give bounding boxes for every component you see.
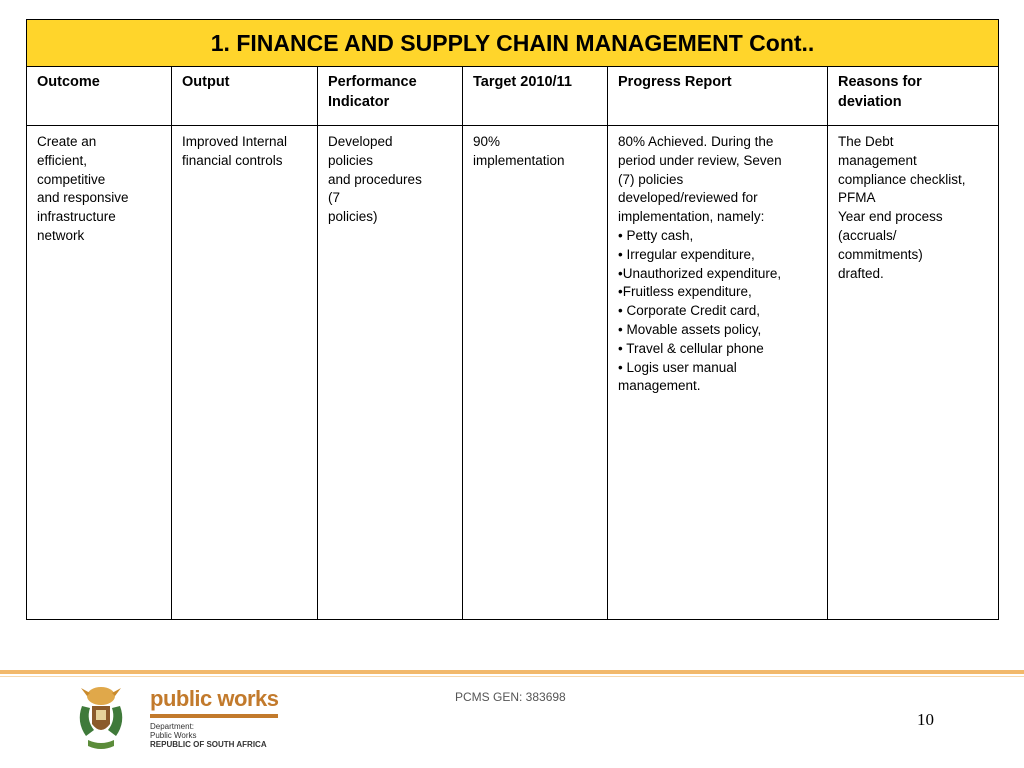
cell-line: (7 xyxy=(328,190,341,206)
logo-subtitle xyxy=(150,722,278,749)
header-outcome xyxy=(27,67,172,126)
cell-line: network xyxy=(37,227,85,243)
cell-line: (accruals/ xyxy=(838,227,897,243)
cell-line: infrastructure xyxy=(37,209,116,225)
logo-department-name: Public Works xyxy=(150,731,197,740)
cell-line: • Petty cash, xyxy=(618,227,694,243)
cell-line: •Unauthorized expenditure, xyxy=(618,265,782,281)
cell-line: • Travel & cellular phone xyxy=(618,340,764,356)
header-text: Output xyxy=(182,74,230,90)
header-text: Indicator xyxy=(328,94,390,110)
footer-divider-thin xyxy=(0,676,1024,677)
cell-line: efficient, xyxy=(37,152,88,168)
header-text: Reasons for xyxy=(838,74,922,90)
header-text: deviation xyxy=(838,94,902,110)
cell-reasons-for-deviation xyxy=(828,126,999,620)
cell-line: drafted. xyxy=(838,265,884,281)
cell-line: implementation, namely: xyxy=(618,209,765,225)
cell-line: Improved Internal xyxy=(182,134,288,149)
cell-line: The Debt xyxy=(838,134,894,149)
header-progress-report xyxy=(608,67,828,126)
cell-outcome xyxy=(27,126,172,620)
header-text: Target 2010/11 xyxy=(473,74,572,90)
header-row xyxy=(27,67,999,126)
cell-line: PFMA xyxy=(838,190,876,206)
table-row xyxy=(27,126,999,620)
cell-line: financial controls xyxy=(182,152,283,168)
logo-title: public works xyxy=(150,686,279,711)
header-text: Performance xyxy=(328,74,417,90)
logo-underline xyxy=(150,714,278,718)
header-output xyxy=(172,67,318,126)
cell-line: implementation xyxy=(473,152,565,168)
coat-of-arms-icon xyxy=(74,684,128,754)
cell-line: Year end process xyxy=(838,209,943,225)
cell-line: • Corporate Credit card, xyxy=(618,303,761,319)
logo-department: Department: xyxy=(150,722,195,731)
cell-line: Create an xyxy=(37,134,97,149)
header-text: Progress Report xyxy=(618,74,732,90)
document-code: PCMS GEN: 383698 xyxy=(455,690,566,704)
header-text: Outcome xyxy=(37,74,100,90)
cell-line: management. xyxy=(618,378,701,394)
cell-line: policies xyxy=(328,152,374,168)
cell-line: 80% Achieved. During the xyxy=(618,134,774,149)
cell-target xyxy=(463,126,608,620)
cell-line: •Fruitless expenditure, xyxy=(618,284,752,300)
report-table xyxy=(26,19,999,620)
logo-country: REPUBLIC OF SOUTH AFRICA xyxy=(150,740,267,749)
page-number: 10 xyxy=(917,710,934,729)
cell-line: compliance checklist, xyxy=(838,171,966,187)
cell-line: and responsive xyxy=(37,190,129,206)
cell-line: (7) policies xyxy=(618,171,684,187)
title-row xyxy=(27,20,999,67)
cell-line: period under review, Seven xyxy=(618,152,782,168)
slide-title: 1. FINANCE AND SUPPLY CHAIN MANAGEMENT Cont.. xyxy=(27,20,999,67)
cell-line: management xyxy=(838,152,917,168)
public-works-logo xyxy=(150,686,278,749)
cell-line: policies) xyxy=(328,209,378,225)
cell-output xyxy=(172,126,318,620)
cell-line: and procedures xyxy=(328,171,422,187)
cell-performance-indicator xyxy=(318,126,463,620)
cell-line: developed/reviewed for xyxy=(618,190,758,206)
footer-divider xyxy=(0,670,1024,674)
cell-line: Developed xyxy=(328,134,393,149)
cell-progress-report xyxy=(608,126,828,620)
cell-line: • Movable assets policy, xyxy=(618,321,762,337)
cell-line: competitive xyxy=(37,171,106,187)
header-reasons-for-deviation xyxy=(828,67,999,126)
cell-line: commitments) xyxy=(838,246,923,262)
cell-line: 90% xyxy=(473,134,501,149)
cell-line: • Logis user manual xyxy=(618,359,737,375)
header-performance-indicator xyxy=(318,67,463,126)
cell-line: • Irregular expenditure, xyxy=(618,246,755,262)
header-target xyxy=(463,67,608,126)
